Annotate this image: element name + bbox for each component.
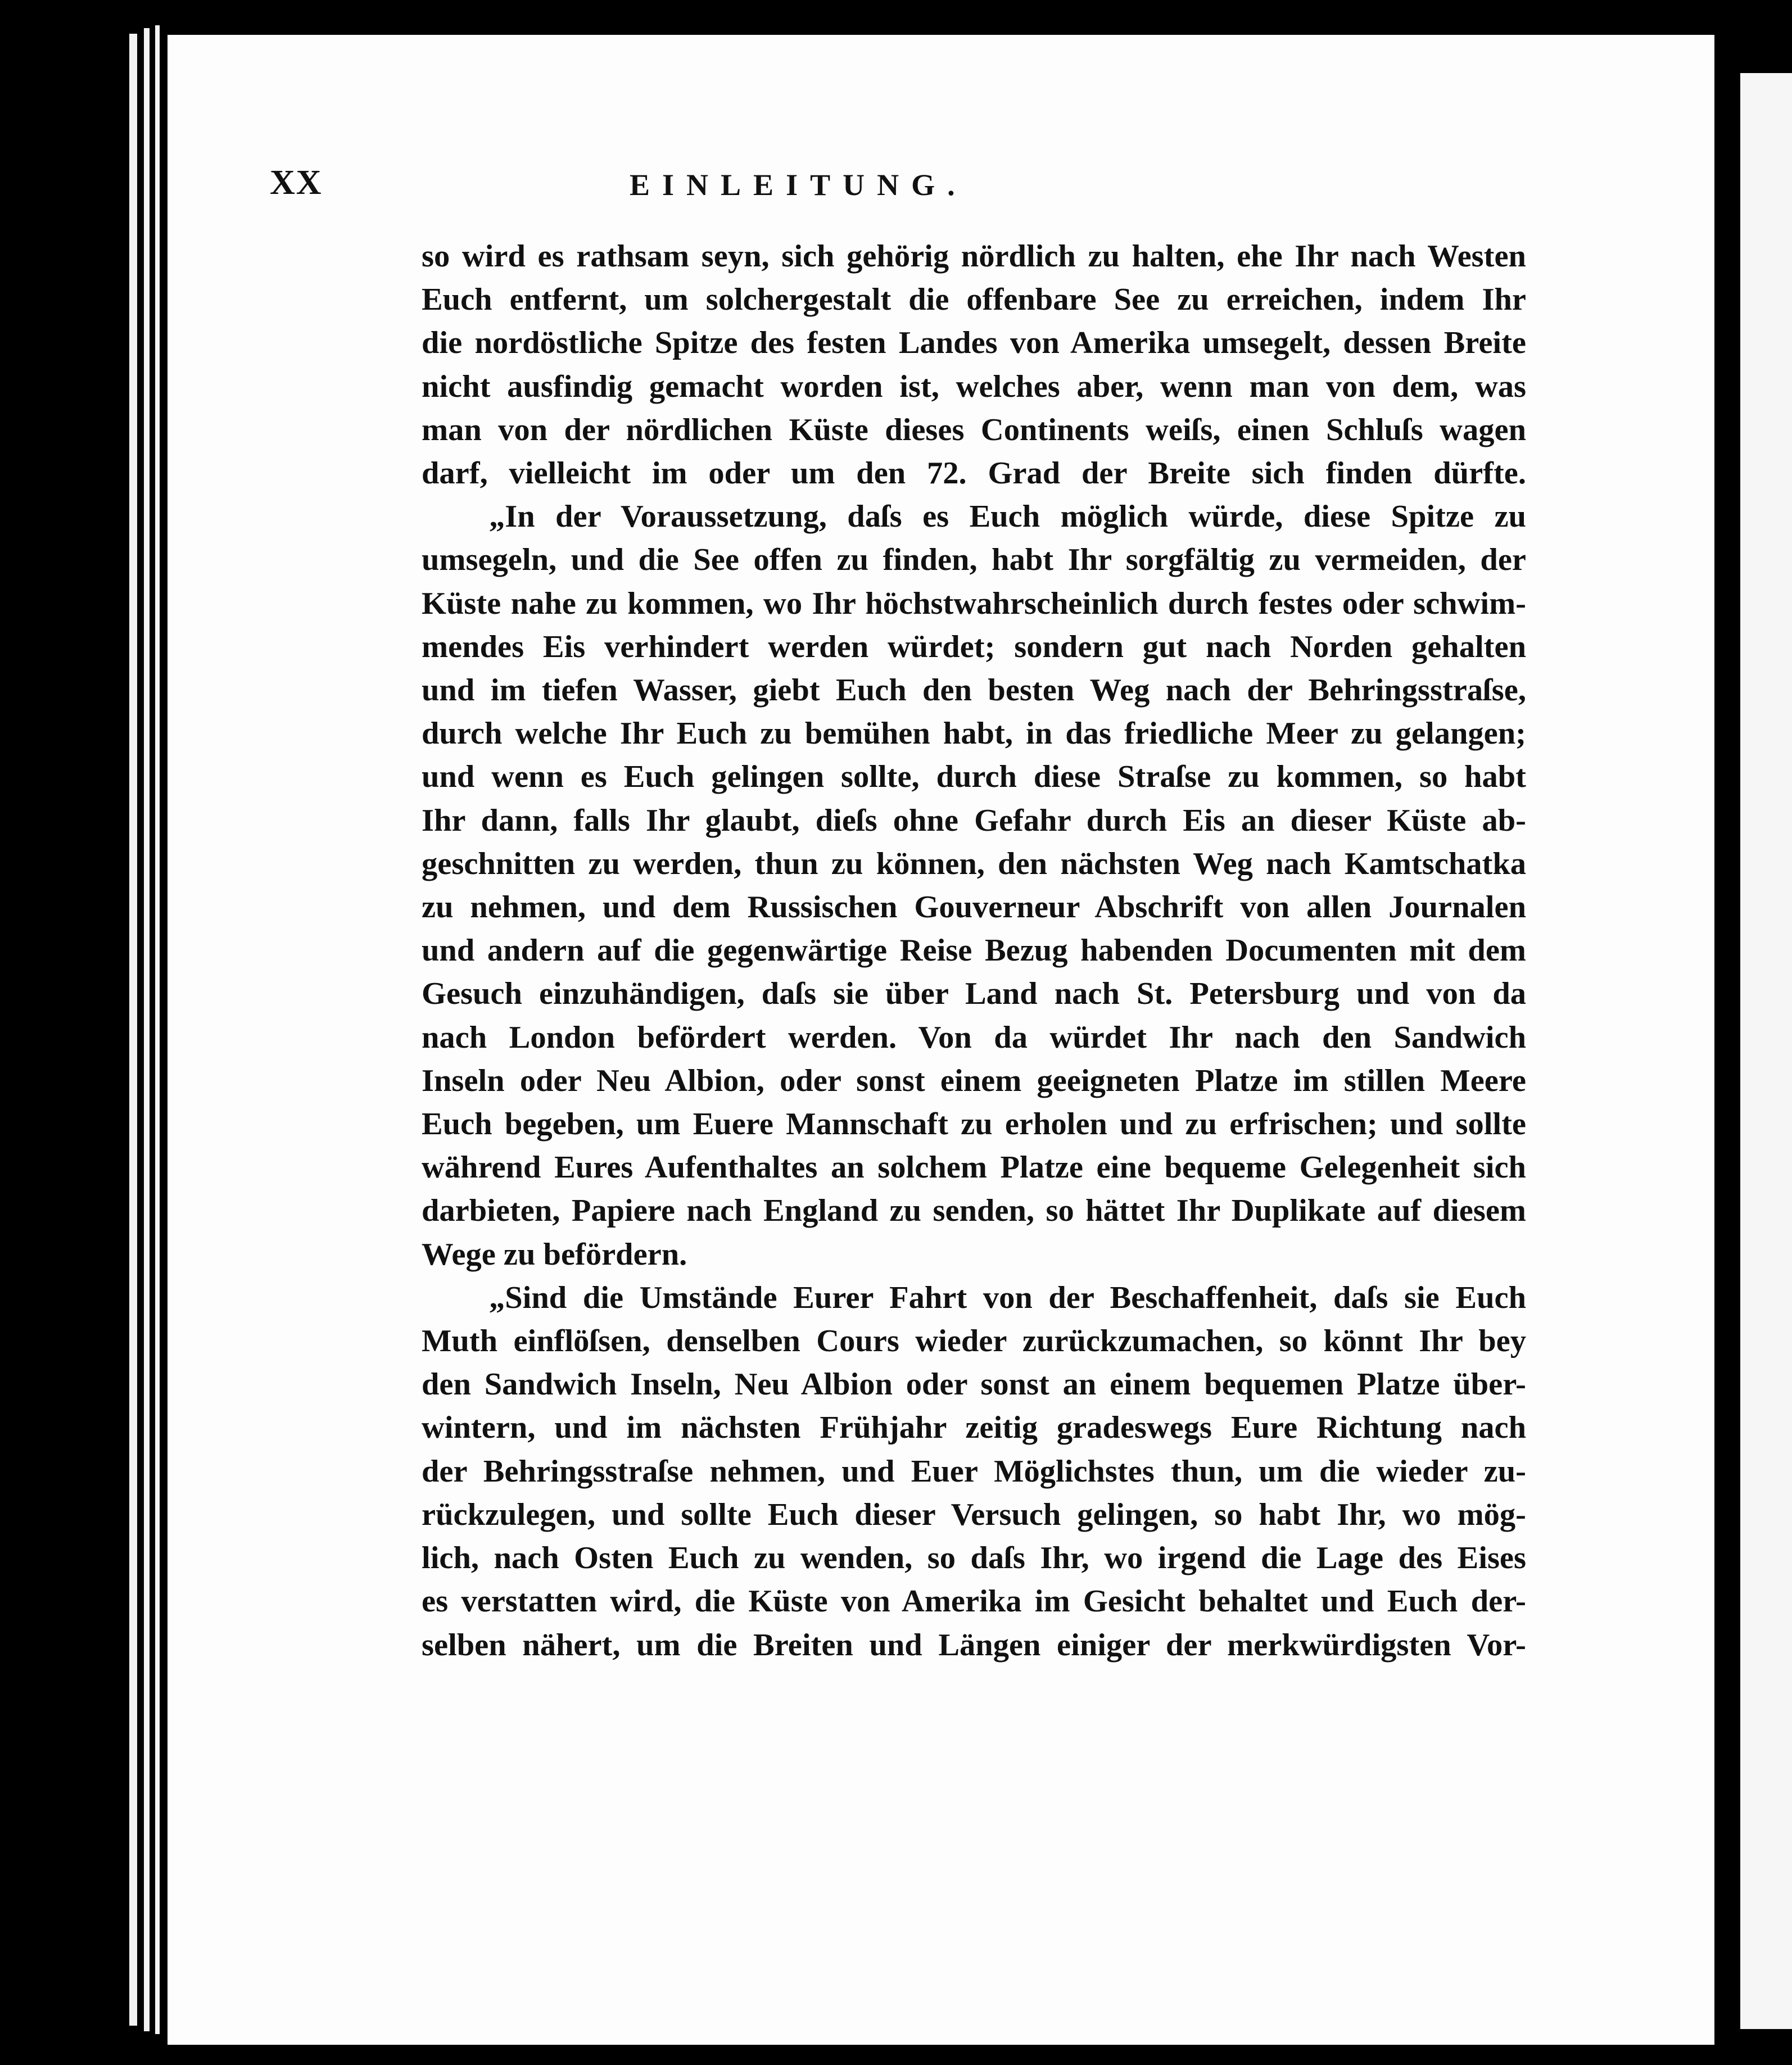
text-line: man von der nördlichen Küste dieses Continents weiſs, einen Schluſs wagen — [422, 412, 1526, 447]
text-line: die nordöstliche Spitze des festen Landes von Amerika umsegelt, dessen Breite — [422, 325, 1526, 361]
text-line: Inseln oder Neu Albion, oder sonst einem geeigneten Platze im stillen Meere — [422, 1063, 1526, 1098]
text-line: „In der Voraussetzung, daſs es Euch möglich würde, diese Spitze zu — [489, 499, 1526, 535]
page-header — [270, 163, 1259, 214]
text-line: umsegeln, und die See offen zu finden, habt Ihr sorgfältig zu vermeiden, der — [422, 542, 1526, 578]
text-line: mendes Eis verhindert werden würdet; sondern gut nach Norden gehalten — [422, 629, 1526, 664]
text-line: „Sind die Umstände Eurer Fahrt von der Beschaffenheit, daſs sie Euch — [489, 1280, 1526, 1315]
text-line: und andern auf die gegenwärtige Reise Bezug habenden Documenten mit dem — [422, 933, 1526, 968]
text-line: Küste nahe zu kommen, wo Ihr höchstwahrscheinlich durch festes oder schwim- — [422, 586, 1526, 621]
page-edge — [129, 34, 137, 2026]
text-line: Ihr dann, falls Ihr glaubt, dieſs ohne Gefahr durch Eis an dieser Küste ab- — [422, 803, 1526, 838]
paragraph — [422, 1276, 1526, 1667]
text-line: wintern, und im nächsten Frühjahr zeitig gradeswegs Eure Richtung nach — [422, 1410, 1526, 1446]
text-line: Wege zu befördern. — [422, 1237, 687, 1272]
text-line: und im tiefen Wasser, giebt Euch den besten Weg nach der Behringsstraſse, — [422, 673, 1526, 708]
text-line: rückzulegen, und sollte Euch dieser Versuch gelingen, so habt Ihr, wo mög- — [422, 1497, 1526, 1532]
text-line: Gesuch einzuhändigen, daſs sie über Land nach St. Petersburg und von da — [422, 976, 1526, 1012]
running-title: EINLEITUNG. — [630, 168, 967, 202]
body-text — [422, 235, 1526, 1667]
page-number: XX — [270, 164, 323, 202]
paragraph — [422, 495, 1526, 1276]
text-line: zu nehmen, und dem Russischen Gouverneur Abschrift von allen Journalen — [422, 890, 1526, 925]
text-line: darbieten, Papiere nach England zu senden, so hättet Ihr Duplikate auf diesem — [422, 1193, 1526, 1229]
text-line: Euch entfernt, um solchergestalt die offenbare See zu erreichen, indem Ihr — [422, 282, 1526, 318]
text-line: nicht ausfindig gemacht worden ist, welches aber, wenn man von dem, was — [422, 369, 1526, 404]
text-line: so wird es rathsam seyn, sich gehörig nördlich zu halten, ehe Ihr nach Westen — [422, 239, 1526, 274]
text-line: Euch begeben, um Euere Mannschaft zu erholen und zu erfrischen; und sollte — [422, 1107, 1526, 1142]
text-line: der Behringsstraſse nehmen, und Euer Möglichstes thun, um die wieder zu- — [422, 1453, 1526, 1489]
page-edge — [144, 28, 150, 2031]
page-edge — [155, 25, 160, 2034]
text-line: Muth einflöſsen, denselben Cours wieder zurückzumachen, so könnt Ihr bey — [422, 1324, 1526, 1359]
text-line: darf, vielleicht im oder um den 72. Grad der Breite sich finden dürfte. — [422, 456, 1526, 491]
text-line: durch welche Ihr Euch zu bemühen habt, in das friedliche Meer zu gelangen; — [422, 716, 1526, 751]
text-line: selben nähert, um die Breiten und Längen einiger der merkwürdigsten Vor- — [422, 1627, 1526, 1663]
text-line: während Eures Aufenthaltes an solchem Platze eine bequeme Gelegenheit sich — [422, 1150, 1526, 1185]
text-line: lich, nach Osten Euch zu wenden, so daſs Ihr, wo irgend die Lage des Eises — [422, 1541, 1526, 1576]
text-line: den Sandwich Inseln, Neu Albion oder sonst an einem bequemen Platze über- — [422, 1367, 1526, 1402]
text-line: geschnitten zu werden, thun zu können, den nächsten Weg nach Kamtschatka — [422, 846, 1526, 881]
paragraph — [422, 235, 1526, 495]
text-line: nach London befördert werden. Von da würdet Ihr nach den Sandwich — [422, 1020, 1526, 1055]
text-line: es verstatten wird, die Küste von Amerika im Gesicht behaltet und Euch der- — [422, 1584, 1526, 1619]
facing-page-edge — [1740, 73, 1792, 2029]
text-line: und wenn es Euch gelingen sollte, durch diese Straſse zu kommen, so habt — [422, 759, 1526, 795]
